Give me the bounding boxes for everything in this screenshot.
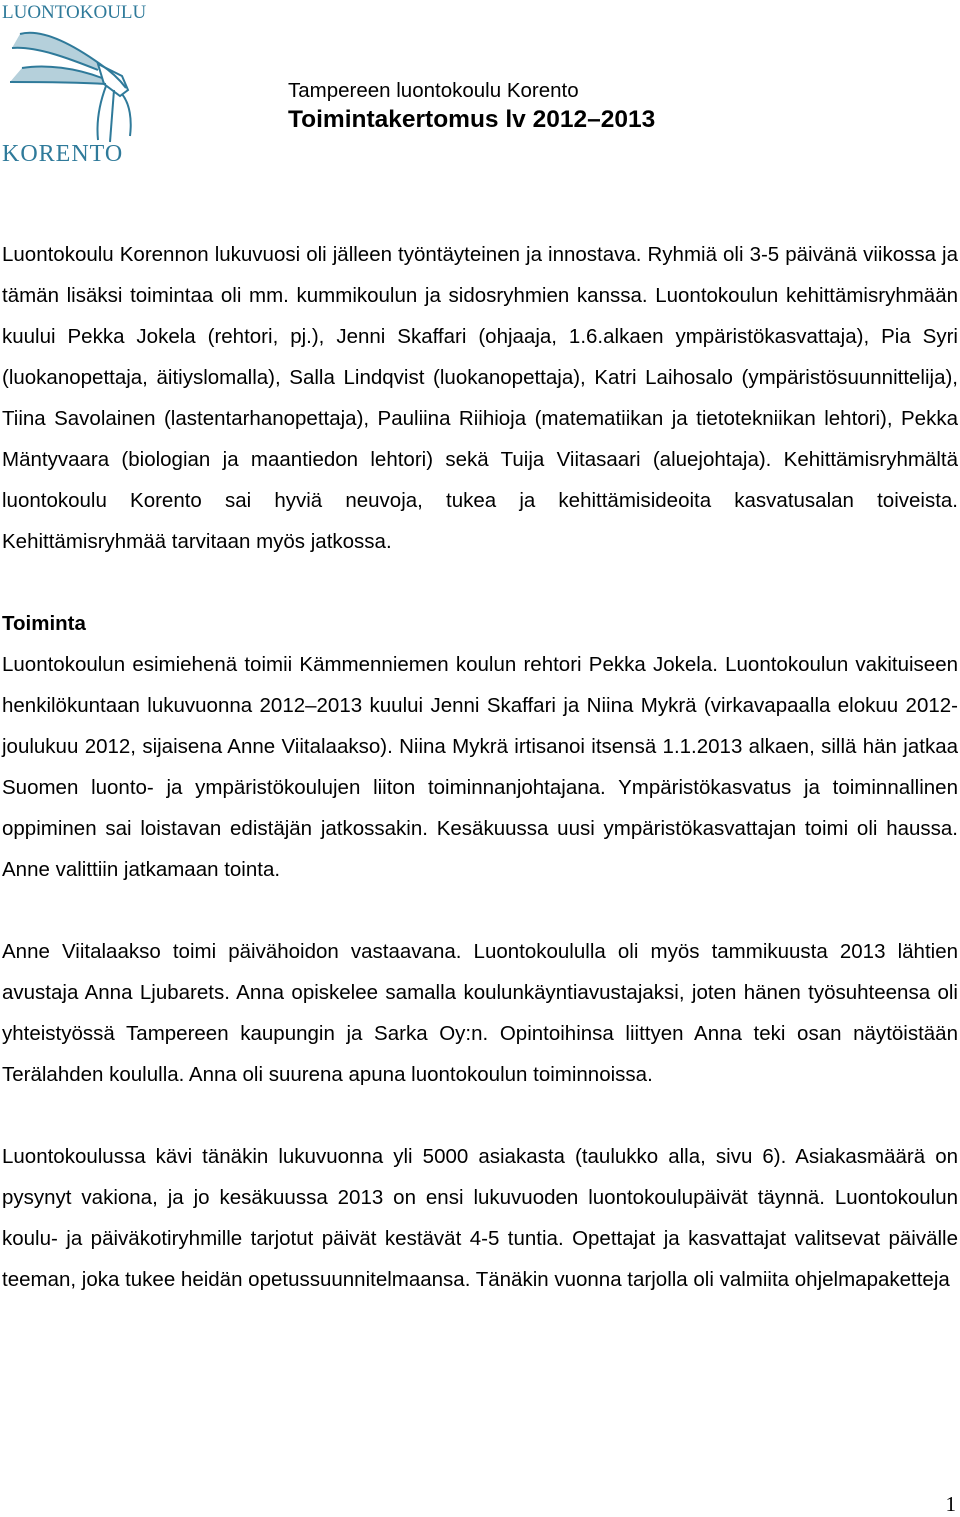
paragraph-staff: Luontokoulun esimiehenä toimii Kämmenniemen koulun rehtori Pekka Jokela. Luontokoulun vakituiseen henkilökuntaan lukuvuonna 2012–2013 kuului Jenni Skaffari ja Niina Mykrä (virkavapaalla elokuu 2012-joulukuu 2012, sijaisena Anne Viitalaakso). Niina Mykrä irtisanoi itsensä 1.1.2013 alkaen, sillä hän jatkaa Suomen luonto- ja ympäristökoulujen liiton toiminnanjohtajana. Ympäristökasvatus ja toiminnallinen oppiminen sai loistavan edistäjän jatkossakin. Kesäkuussa uusi ympäristökasvattajan toimi oli haussa. Anne valittiin jatkamaan tointa.: [2, 653, 958, 881]
paragraph-assistant: Anne Viitalaakso toimi päivähoidon vastaavana. Luontokoululla oli myös tammikuusta 2013 lähtien avustaja Anna Ljubarets. Anna opiskelee samalla koulunkäyntiavustajaksi, joten hänen työsuhteensa oli yhteistyössä Tampereen kaupungin ja Sarka Oy:n. Opintoihinsa liittyen Anna teki osan näytöistään Terälahden koululla. Anna oli suurena apuna luontokoulun toiminnoissa.: [2, 940, 958, 1086]
dragonfly-icon: [2, 24, 140, 144]
logo-bottom-text: KORENTO: [2, 141, 124, 167]
paragraph-intro: Luontokoulu Korennon lukuvuosi oli jälleen työntäyteinen ja innostava. Ryhmiä oli 3-5 päivänä viikossa ja tämän lisäksi toimintaa oli mm. kummikoulun ja sidosryhmien kanssa. Luontokoulun kehittämisryhmään kuului Pekka Jokela (rehtori, pj.), Jenni Skaffari (ohjaaja, 1.6.alkaen ympäristökasvattaja), Pia Syri (luokanopettaja, äitiyslomalla), Salla Lindqvist (luokanopettaja), Katri Laihosalo (ympäristösuunnittelija), Tiina Savolainen (lastentarhanopettaja), Pauliina Riihioja (matematiikan ja tietotekniikan lehtori), Pekka Mäntyvaara (biologian ja maantiedon lehtori) sekä Tuija Viitasaari (aluejohtaja). Kehittämisryhmältä luontokoulu Korento sai hyviä neuvoja, tukea ja kehittämisideoita kasvatusalan toiveista. Kehittämisryhmää tarvitaan myös jatkossa.: [2, 243, 958, 553]
organization-name: Tampereen luontokoulu Korento: [288, 79, 579, 102]
paragraph-customers: Luontokoulussa kävi tänäkin lukuvuonna yli 5000 asiakasta (taulukko alla, sivu 6). Asiakasmäärä on pysynyt vakiona, ja jo kesäkuussa 2013 on ensi lukuvuoden luontokoulupäivät täynnä. Luontokoulun koulu- ja päiväkotiryhmille tarjotut päivät kestävät 4-5 tuntia. Opettajat ja kasvattajat valitsevat päivälle teeman, joka tukee heidän opetussuunnitelmaansa. Tänäkin vuonna tarjolla oli valmiita ohjelmapaketteja: [2, 1145, 958, 1291]
section-heading-toiminta: Toiminta: [2, 612, 86, 635]
document-body: [2, 234, 958, 1300]
document-title: Toimintakertomus lv 2012–2013: [288, 106, 656, 133]
luontokoulu-korento-logo: [2, 2, 147, 168]
logo-top-text: LUONTOKOULU: [2, 2, 147, 23]
page-number: 1: [945, 1492, 956, 1516]
